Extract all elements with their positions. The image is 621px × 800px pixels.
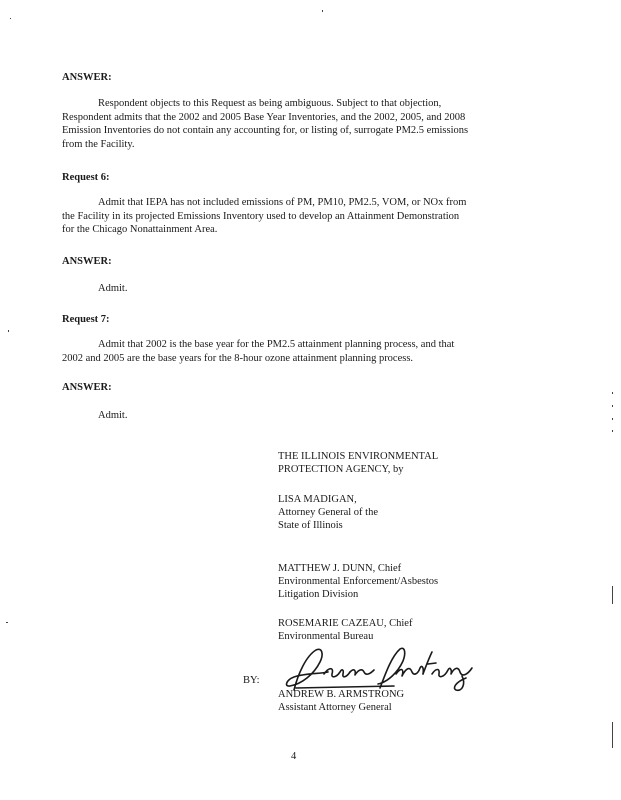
answer-paragraph-1 — [62, 97, 468, 151]
signer-title: Assistant Attorney General — [278, 702, 392, 713]
handwritten-signature — [276, 644, 486, 694]
text-line: Respondent admits that the 2002 and 2005 Base Year Inventories, and the 2002, 2005, and 2008 — [62, 111, 466, 123]
attorney-general-line: State of Illinois — [278, 520, 343, 531]
scan-speck — [612, 586, 613, 604]
scan-speck — [6, 622, 8, 623]
text-line: 2002 and 2005 are the base years for the 8-hour ozone attainment planning process. — [62, 352, 414, 364]
text-line: from the Facility. — [62, 138, 135, 150]
scan-speck — [8, 330, 9, 332]
scan-speck — [612, 722, 613, 748]
request-6-heading: Request 6: — [62, 172, 110, 183]
text-line: Admit. — [98, 283, 128, 294]
text-line: the Facility in its projected Emissions Inventory used to develop an Attainment Demonstration — [62, 210, 460, 222]
answer-paragraph-3 — [98, 409, 127, 423]
division-chief-line: Litigation Division — [278, 589, 359, 600]
request-6-paragraph — [62, 196, 466, 237]
agency-block — [278, 450, 438, 476]
division-chief-block — [278, 562, 438, 601]
answer-heading-1: ANSWER: — [62, 72, 112, 83]
signer-block — [278, 688, 404, 714]
request-7-heading: Request 7: — [62, 314, 110, 325]
division-chief-line: Environmental Enforcement/Asbestos — [278, 576, 439, 587]
agency-line: PROTECTION AGENCY, by — [278, 464, 404, 475]
bureau-chief-block — [278, 617, 412, 643]
scan-speck — [612, 405, 613, 407]
text-line: for the Chicago Nonattainment Area. — [62, 224, 218, 235]
scan-speck — [612, 392, 613, 394]
answer-heading-3: ANSWER: — [62, 382, 112, 393]
attorney-general-line: Attorney General of the — [278, 507, 379, 518]
scan-speck — [322, 10, 323, 12]
bureau-chief-line: Environmental Bureau — [278, 631, 374, 642]
attorney-general-block — [278, 493, 378, 532]
scan-speck — [612, 430, 613, 432]
request-7-paragraph — [62, 338, 454, 365]
text-line: Respondent objects to this Request as being ambiguous. Subject to that objection, — [98, 98, 442, 109]
answer-heading-2: ANSWER: — [62, 256, 112, 267]
answer-paragraph-2 — [98, 282, 127, 296]
agency-line: THE ILLINOIS ENVIRONMENTAL — [278, 451, 439, 462]
text-line: Admit that 2002 is the base year for the PM2.5 attainment planning process, and that — [98, 339, 455, 350]
scan-speck — [612, 418, 613, 420]
division-chief-line: MATTHEW J. DUNN, Chief — [278, 563, 402, 574]
attorney-general-line: LISA MADIGAN, — [278, 494, 357, 505]
signer-name: ANDREW B. ARMSTRONG — [278, 689, 405, 700]
bureau-chief-line: ROSEMARIE CAZEAU, Chief — [278, 618, 413, 629]
text-line: Admit. — [98, 410, 128, 421]
text-line: Emission Inventories do not contain any accounting for, or listing of, surrogate PM2.5 emissions — [62, 125, 469, 136]
page-number: 4 — [291, 751, 297, 762]
text-line: Admit that IEPA has not included emissions of PM, PM10, PM2.5, VOM, or NOx from — [98, 197, 467, 208]
by-label: BY: — [243, 675, 260, 686]
scan-speck — [10, 18, 11, 19]
